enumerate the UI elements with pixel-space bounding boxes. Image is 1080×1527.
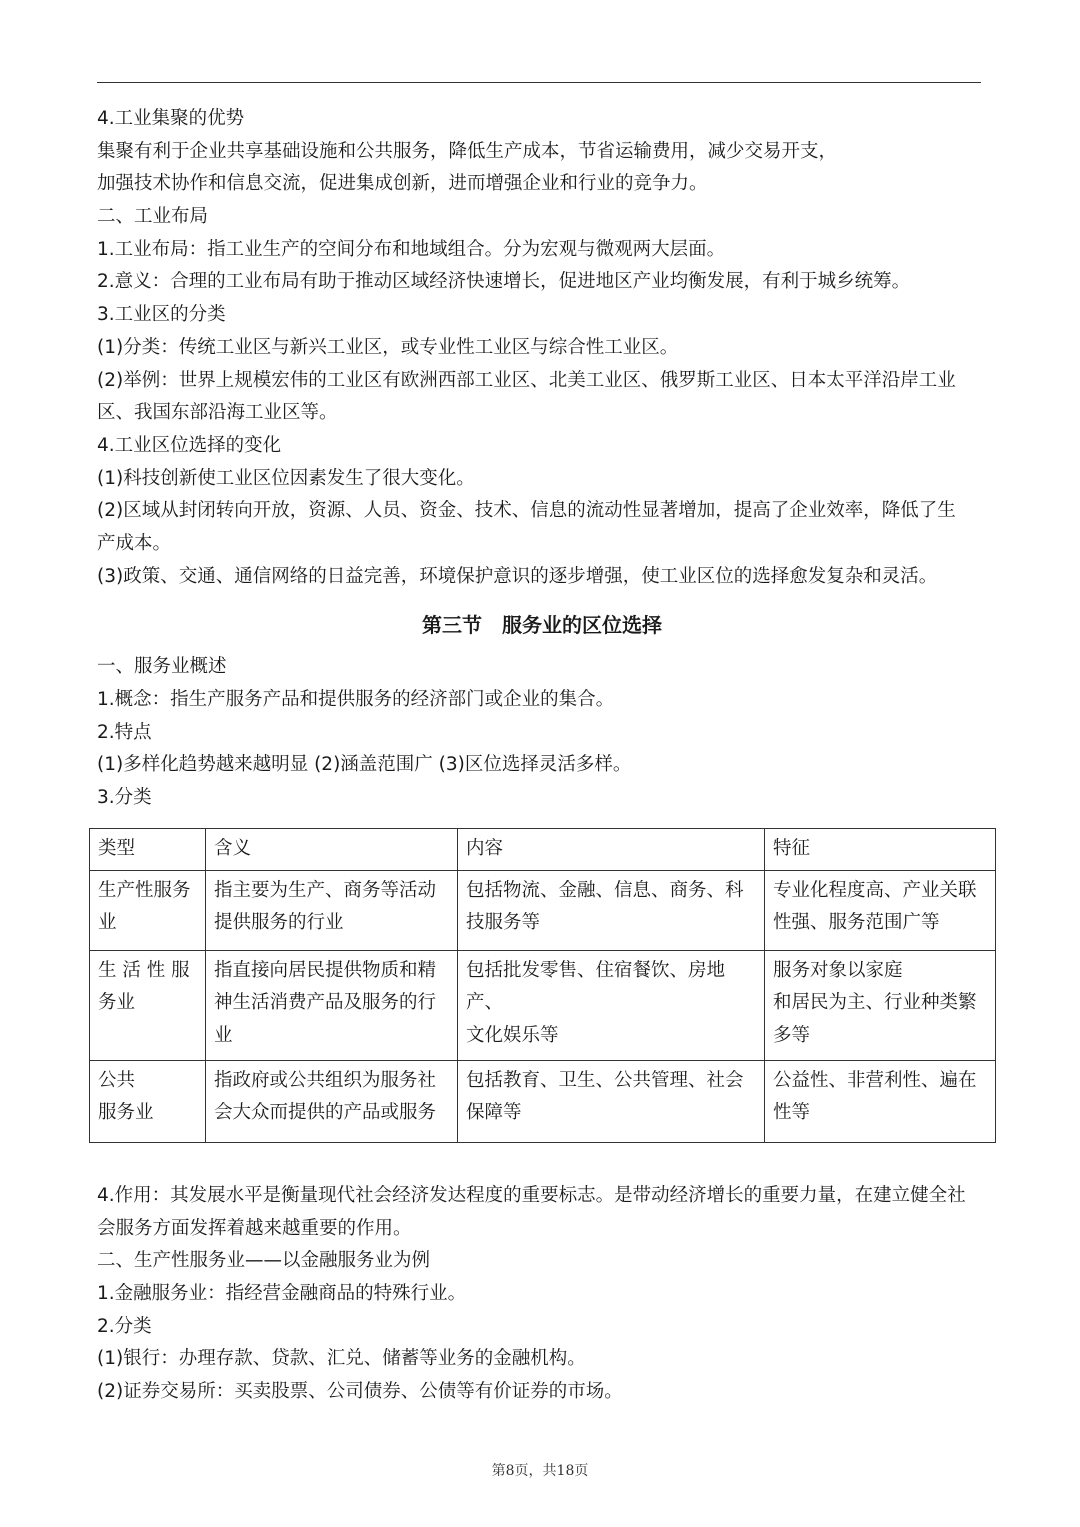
- cell-text: 专业化程度高、产业关联: [773, 879, 977, 901]
- cell-text: 生产性服务: [98, 879, 191, 901]
- table-cell: [458, 870, 765, 950]
- paragraph-line: 区、我国东部沿海工业区等。: [97, 402, 338, 424]
- table-cell: [765, 1060, 996, 1142]
- cell-text: 业: [214, 1024, 233, 1046]
- heading-location-change: 4.工业区位选择的变化: [97, 434, 282, 456]
- table-cell: [90, 870, 206, 950]
- cell-text: 神生活消费产品及服务的行: [214, 992, 437, 1013]
- table-row: [90, 1060, 996, 1142]
- paragraph-line: 1.概念：指生产服务产品和提供服务的经济部门或企业的集合。: [97, 689, 615, 710]
- paragraph-line: (2)区域从封闭转向开放，资源、人员、资金、技术、信息的流动性显著增加，提高了企业效率，降低了生: [97, 500, 956, 522]
- cell-text: 公益性、非营利性、遍在: [773, 1069, 977, 1091]
- table-cell: [765, 950, 996, 1060]
- paragraph-line: 会服务方面发挥着越来越重要的作用。: [97, 1217, 412, 1239]
- cell-text: 包括教育、卫生、公共管理、社会: [466, 1069, 744, 1091]
- paragraph-line: (1)多样化趋势越来越明显 (2)涵盖范围广 (3)区位选择灵活多样。: [97, 754, 632, 776]
- cell-text: 多等: [773, 1024, 811, 1046]
- table-cell: [206, 1060, 458, 1142]
- paragraph-line: 4.作用：其发展水平是衡量现代社会经济发达程度的重要标志。是带动经济增长的重要力量，在建立健全社: [97, 1185, 966, 1206]
- paragraph-line: (1)科技创新使工业区位因素发生了很大变化。: [97, 467, 475, 489]
- paragraph-line: 产成本。: [97, 532, 172, 554]
- paragraph-line: (2)举例：世界上规模宏伟的工业区有欧洲西部工业区、北美工业区、俄罗斯工业区、日本太平洋沿岸工业: [97, 369, 956, 391]
- heading-industrial-layout: 二、工业布局: [97, 206, 209, 228]
- document-body-continued: [97, 1180, 987, 1409]
- cell-text: 保障等: [466, 1102, 522, 1123]
- paragraph-line: 2.意义：合理的工业布局有助于推动区域经济快速增长，促进地区产业均衡发展，有利于城乡统筹。: [97, 271, 911, 293]
- cell-text: 务业: [98, 992, 136, 1013]
- table-header-cell: 内容: [458, 829, 765, 871]
- page-number-footer: 第8页，共18页: [491, 1463, 589, 1479]
- cell-text: 性强、服务范围广等: [773, 912, 940, 933]
- paragraph-line: 集聚有利于企业共享基础设施和公共服务，降低生产成本，节省运输费用，减少交易开支，: [97, 140, 838, 162]
- cell-text: 指主要为生产、商务等活动: [214, 879, 437, 901]
- table-header-cell: 类型: [90, 829, 206, 871]
- table-cell: [206, 950, 458, 1060]
- header-rule: [97, 82, 981, 83]
- table-cell: [90, 950, 206, 1060]
- heading-industrial-zone-types: 3.工业区的分类: [97, 304, 226, 326]
- table-header-cell: 含义: [206, 829, 458, 871]
- cell-text: 和居民为主、行业种类繁: [773, 992, 977, 1013]
- cell-text: 文化娱乐等: [466, 1024, 559, 1046]
- table-cell: [90, 1060, 206, 1142]
- table-row: [90, 950, 996, 1060]
- table-cell: [458, 950, 765, 1060]
- section-title: 第三节 服务业的区位选择: [422, 613, 662, 638]
- paragraph-line: 2.分类: [97, 1315, 152, 1337]
- table-cell: [206, 870, 458, 950]
- table-row: [90, 870, 996, 950]
- table-header-cell: 特征: [765, 829, 996, 871]
- cell-text: 指直接向居民提供物质和精: [214, 959, 437, 981]
- cell-text: 业: [98, 912, 117, 933]
- cell-text: 生 活 性 服: [98, 959, 190, 981]
- heading-producer-services: 二、生产性服务业——以金融服务业为例: [97, 1250, 431, 1272]
- paragraph-line: (3)政策、交通、通信网络的日益完善，环境保护意识的逐步增强，使工业区位的选择愈发复杂和灵活。: [97, 565, 938, 587]
- cell-text: 技服务等: [466, 912, 541, 933]
- table-cell: [458, 1060, 765, 1142]
- heading-service-overview: 一、服务业概述: [97, 656, 227, 678]
- service-classification-table: [89, 828, 996, 1143]
- cell-text: 服务业: [98, 1102, 154, 1123]
- table-cell: [765, 870, 996, 950]
- paragraph-line: 3.分类: [97, 787, 152, 809]
- cell-text: 服务对象以家庭: [773, 959, 903, 981]
- document-body: [97, 103, 987, 815]
- cell-text: 包括批发零售、住宿餐饮、房地产、: [466, 959, 726, 1013]
- cell-text: 公共: [98, 1069, 136, 1091]
- cell-text: 提供服务的行业: [214, 912, 344, 933]
- paragraph-line: 加强技术协作和信息交流，促进集成创新，进而增强企业和行业的竞争力。: [97, 173, 708, 195]
- paragraph-line: 1.金融服务业：指经营金融商品的特殊行业。: [97, 1283, 467, 1305]
- heading-4-industrial-agglomeration: 4.工业集聚的优势: [97, 108, 245, 129]
- paragraph-line: 2.特点: [97, 721, 152, 743]
- cell-text: 会大众而提供的产品或服务: [214, 1102, 437, 1123]
- cell-text: 指政府或公共组织为服务社: [214, 1069, 437, 1091]
- cell-text: 包括物流、金融、信息、商务、科: [466, 879, 744, 901]
- cell-text: 性等: [773, 1102, 811, 1123]
- paragraph-line: 1.工业布局：指工业生产的空间分布和地域组合。分为宏观与微观两大层面。: [97, 238, 726, 260]
- table-header-row: [90, 829, 996, 871]
- paragraph-line: (1)分类：传统工业区与新兴工业区，或专业性工业区与综合性工业区。: [97, 336, 679, 358]
- paragraph-line: (1)银行：办理存款、贷款、汇兑、储蓄等业务的金融机构。: [97, 1348, 586, 1370]
- paragraph-line: (2)证券交易所：买卖股票、公司债券、公债等有价证券的市场。: [97, 1381, 623, 1403]
